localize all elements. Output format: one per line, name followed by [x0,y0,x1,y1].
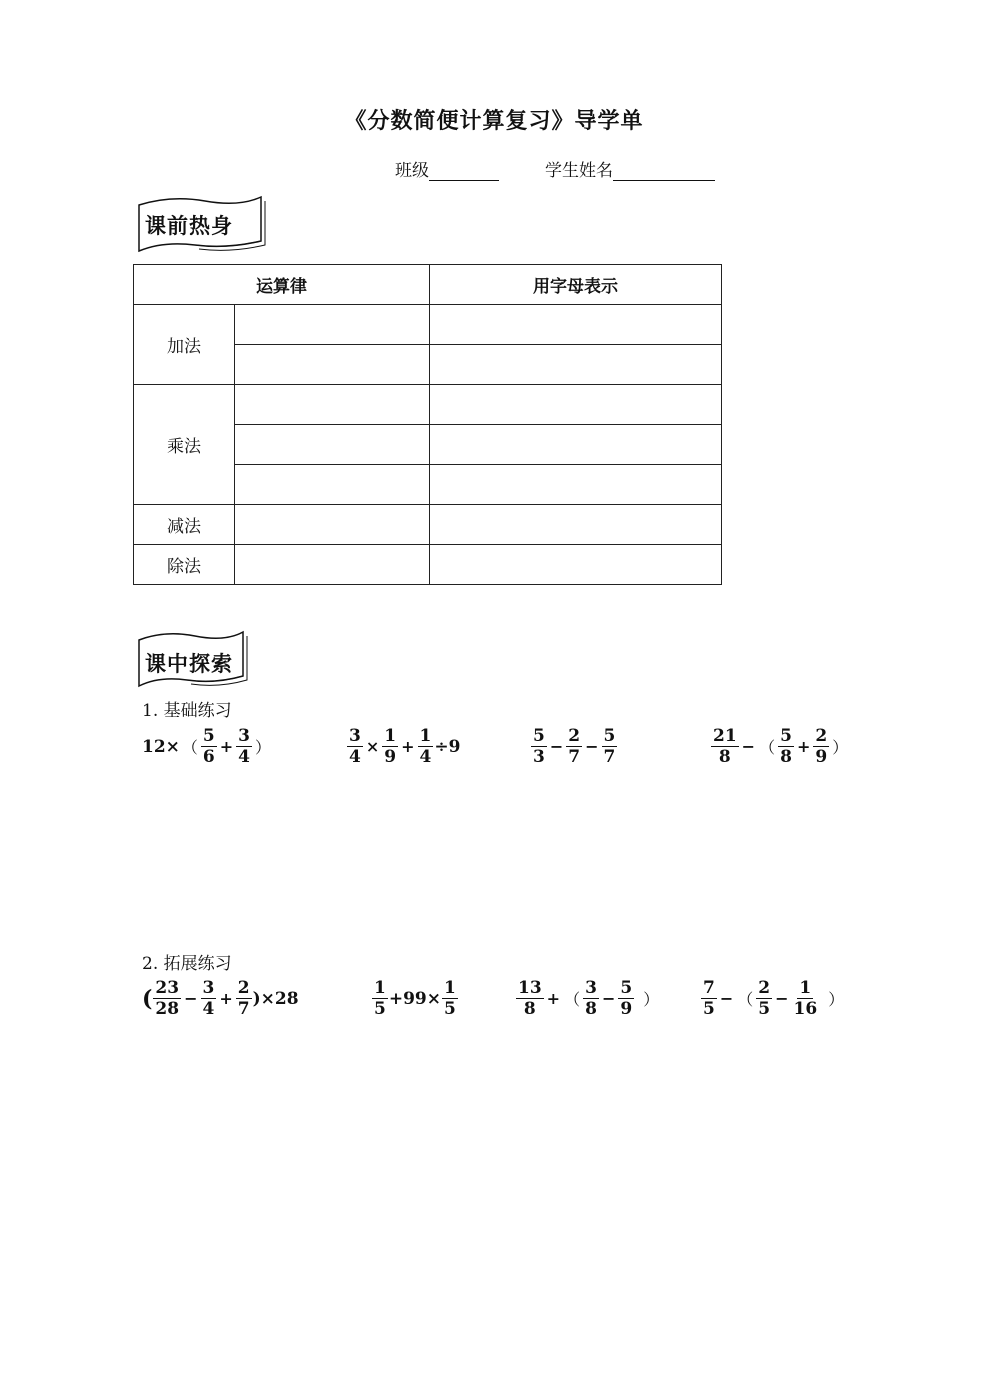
operator: + [796,737,811,756]
section-flag-warmup [135,193,270,253]
fraction: $\frac{3}{8}$ [585,978,597,1019]
basic-heading: 1. 基础练习 [142,701,232,721]
answer-cell[interactable] [235,545,430,585]
fraction: $\frac{7}{5}$ [703,978,715,1019]
operator: + [219,737,234,756]
answer-cell[interactable] [430,345,722,385]
problem-text: 12× [142,736,180,757]
answer-cell[interactable] [430,385,722,425]
basic-problem-1 [142,726,273,767]
answer-cell[interactable] [430,305,722,345]
answer-cell[interactable] [430,465,722,505]
table-row [134,385,722,425]
class-blank[interactable] [429,162,499,181]
answer-cell[interactable] [430,425,722,465]
paren: ） [255,738,272,757]
operator: + [219,989,233,1008]
paren: ( [142,985,153,1012]
paren: （ [181,738,198,757]
fraction: $\frac{5}{8}$ [780,726,792,767]
fraction: $\frac{5}{3}$ [533,726,545,767]
operator: − [719,989,734,1008]
group-add: 加法 [134,305,235,385]
paren: ） [828,990,845,1009]
basic-problem-2 [346,726,460,767]
fraction: $\frac{21}{8}$ [713,726,737,767]
fraction: $\frac{3}{4}$ [349,726,361,767]
fraction: $\frac{2}{9}$ [815,726,828,767]
basic-problem-3 [530,726,618,767]
answer-cell[interactable] [235,465,430,505]
answer-cell[interactable] [235,425,430,465]
answer-cell[interactable] [235,305,430,345]
name-field [545,156,715,181]
law-table [133,264,722,585]
page-title: 《分数简便计算复习》导学单 [344,108,644,134]
answer-cell[interactable] [430,505,722,545]
name-blank[interactable] [613,162,715,181]
answer-cell[interactable] [430,545,722,585]
section-flag-explore [135,628,253,688]
operator: + [401,737,415,756]
table-header-row [134,265,722,305]
fraction: $\frac{3}{4}$ [238,726,251,767]
table-row [134,545,722,585]
name-label: 学生姓名 [545,161,613,181]
extend-problem-2 [371,978,459,1019]
table-row [134,505,722,545]
section-title-explore: 课中探索 [145,651,233,676]
operator: + [546,989,561,1008]
problem-text: ÷9 [434,736,461,757]
fraction: $\frac{2}{5}$ [758,978,771,1019]
fraction: $\frac{1}{9}$ [384,726,397,767]
fraction: $\frac{1}{4}$ [419,726,432,767]
class-label: 班级 [395,161,429,181]
class-field [395,156,499,181]
fraction: $\frac{23}{28}$ [155,978,180,1019]
problem-text: +99× [388,988,441,1009]
fraction: $\frac{3}{4}$ [202,978,215,1019]
operator: − [549,737,564,756]
answer-cell[interactable] [235,385,430,425]
operator: − [601,989,616,1008]
operator: × [365,737,380,756]
paren: ） [643,990,660,1009]
answer-cell[interactable] [235,345,430,385]
paren: （ [737,990,754,1009]
fraction: $\frac{1}{5}$ [444,978,456,1019]
answer-cell[interactable] [235,505,430,545]
paren: ） [832,738,849,757]
paren: （ [759,738,776,757]
fraction: $\frac{1}{5}$ [374,978,386,1019]
col-header-letters: 用字母表示 [430,265,722,305]
section-title-warmup: 课前热身 [145,213,233,238]
fraction: $\frac{2}{7}$ [568,726,581,767]
fraction: $\frac{5}{6}$ [202,726,215,767]
group-subtract: 减法 [134,505,235,545]
fraction: $\frac{1}{16}$ [793,978,818,1019]
group-divide: 除法 [134,545,235,585]
fraction: $\frac{5}{7}$ [603,726,616,767]
fraction: $\frac{2}{7}$ [237,978,250,1019]
operator: − [184,989,198,1008]
group-multiply: 乘法 [134,385,235,505]
extend-heading: 2. 拓展练习 [142,954,232,974]
col-header-law: 运算律 [134,265,430,305]
basic-problem-4 [710,726,850,767]
operator: − [741,737,756,756]
paren: （ [564,990,581,1009]
extend-problem-1 [142,978,299,1019]
operator: − [585,737,599,756]
fraction: $\frac{5}{9}$ [620,978,633,1019]
extend-problem-3 [515,978,661,1019]
operator: − [775,989,789,1008]
extend-problem-4 [700,978,846,1019]
problem-text: )×28 [252,988,299,1009]
fraction: $\frac{13}{8}$ [518,978,542,1019]
table-row [134,305,722,345]
